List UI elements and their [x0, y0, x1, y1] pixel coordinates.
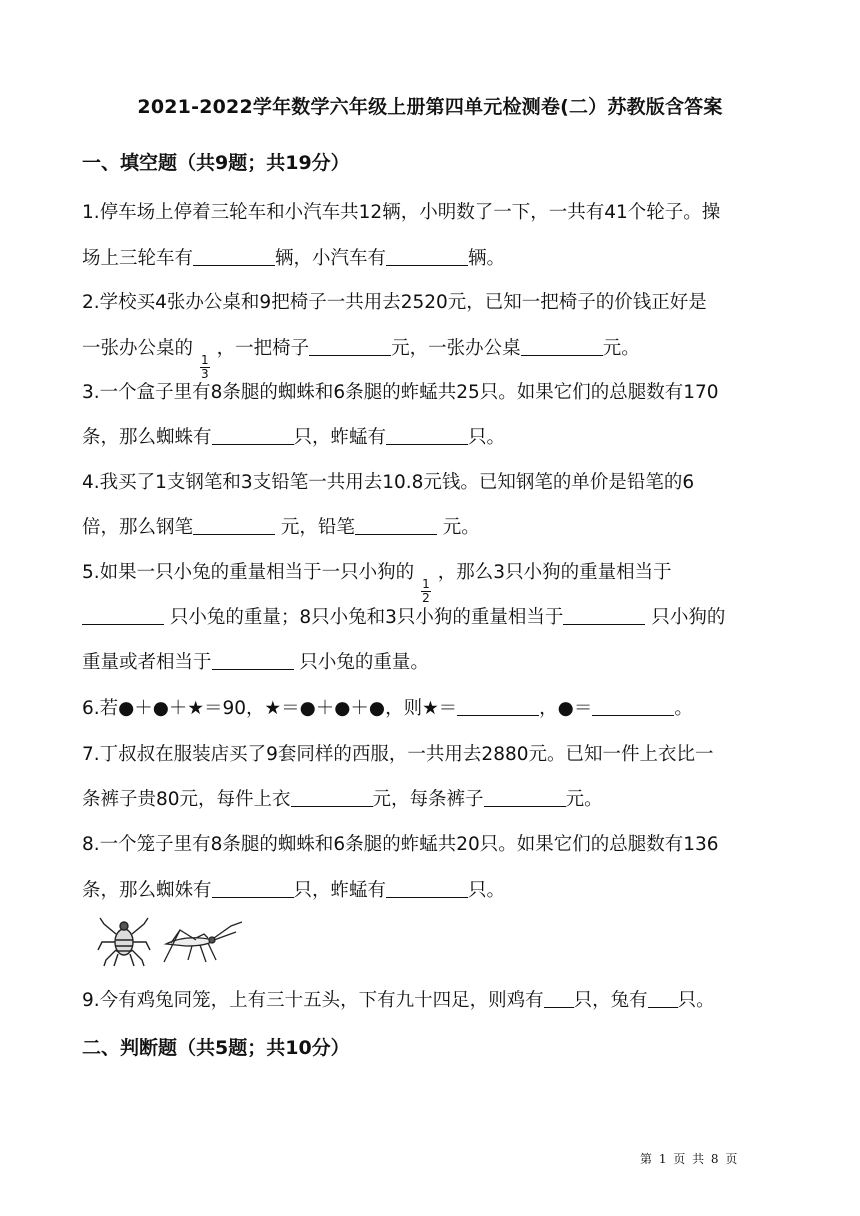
answer-blank[interactable] — [82, 606, 164, 625]
text: 元。 — [565, 789, 603, 810]
text: 只。 — [677, 990, 715, 1011]
spider-grasshopper-illustration — [96, 910, 246, 970]
answer-blank[interactable] — [386, 247, 468, 266]
page-number-footer: 第 1 页 共 8 页 — [640, 1152, 738, 1166]
question-8-line-2 — [82, 878, 782, 904]
fraction — [420, 578, 432, 605]
text: 元。 — [436, 517, 480, 538]
answer-blank[interactable] — [291, 788, 373, 807]
text: 只，蚱蜢有 — [293, 880, 387, 901]
question-8-line-1: 8.一个笼子里有8条腿的蜘蛛和6条腿的蚱蜢共20只。如果它们的总腿数有136 — [82, 834, 719, 855]
fraction-denominator: 3 — [201, 367, 209, 381]
text: 只小兔的重量；8只小兔和3只小狗的重量相当于 — [164, 607, 564, 628]
question-7-line-1: 7.丁叔叔在服装店买了9套同样的西服，一共用去2880元。已知一件上衣比一 — [82, 744, 714, 765]
text: 只。 — [468, 880, 506, 901]
fraction-numerator: 1 — [201, 353, 209, 367]
text: 元，铅笔 — [275, 517, 355, 538]
question-4-line-2 — [82, 515, 782, 541]
fraction-numerator: 1 — [422, 577, 430, 591]
text: 只小兔的重量。 — [293, 652, 429, 673]
question-5-line-2 — [82, 605, 782, 631]
answer-blank[interactable] — [544, 989, 574, 1008]
text: 元，一张办公桌 — [391, 338, 521, 359]
fraction-denominator: 2 — [422, 591, 430, 605]
text: 5.如果一只小兔的重量相当于一只小狗的 — [82, 562, 415, 583]
text: 重量或者相当于 — [82, 652, 212, 673]
answer-blank[interactable] — [484, 788, 566, 807]
text: 一张办公桌的 — [82, 338, 194, 359]
answer-blank[interactable] — [309, 337, 391, 356]
section-heading-true-false: 二、判断题（共5题；共10分） — [82, 1037, 350, 1059]
section-heading-fill-blank: 一、填空题（共9题；共19分） — [82, 152, 350, 174]
answer-blank[interactable] — [193, 516, 275, 535]
text: 条，那么蜘蛛有 — [82, 427, 212, 448]
question-2-line-1: 2.学校买4张办公桌和9把椅子一共用去2520元，已知一把椅子的价钱正好是 — [82, 292, 707, 313]
text: 只，兔有 — [573, 990, 648, 1011]
answer-blank[interactable] — [386, 879, 468, 898]
text: 只小狗的 — [645, 607, 726, 628]
answer-blank[interactable] — [521, 337, 603, 356]
text: 辆。 — [468, 248, 506, 269]
answer-blank[interactable] — [212, 651, 294, 670]
question-4-line-1: 4.我买了1支钢笔和3支铅笔一共用去10.8元钱。已知钢笔的单价是铅笔的6 — [82, 472, 695, 493]
text: 只，蚱蜢有 — [293, 427, 387, 448]
answer-blank[interactable] — [457, 697, 539, 716]
question-5-line-3 — [82, 650, 782, 676]
text: 9.今有鸡兔同笼，上有三十五头，下有九十四足，则鸡有 — [82, 990, 544, 1011]
answer-blank[interactable] — [592, 697, 674, 716]
question-7-line-2 — [82, 787, 782, 813]
text: 倍，那么钢笔 — [82, 517, 194, 538]
answer-blank[interactable] — [212, 879, 294, 898]
question-3-line-1: 3.一个盒子里有8条腿的蜘蛛和6条腿的蚱蜢共25只。如果它们的总腿数有170 — [82, 382, 719, 403]
question-1-line-2 — [82, 246, 782, 272]
answer-blank[interactable] — [648, 989, 678, 1008]
fraction — [199, 354, 211, 381]
question-6-line-1 — [82, 696, 782, 722]
text: 场上三轮车有 — [82, 248, 194, 269]
answer-blank[interactable] — [212, 426, 294, 445]
answer-blank[interactable] — [355, 516, 437, 535]
text: 元，每条裤子 — [372, 789, 484, 810]
text: 只。 — [468, 427, 506, 448]
text: 条裤子贵80元，每件上衣 — [82, 789, 291, 810]
text: ，●＝ — [539, 698, 593, 719]
answer-blank[interactable] — [193, 247, 275, 266]
answer-blank[interactable] — [386, 426, 468, 445]
question-9-line-1 — [82, 988, 782, 1014]
question-3-line-2 — [82, 425, 782, 451]
question-2-line-2 — [82, 336, 782, 381]
spider-icon — [98, 918, 150, 966]
text: 元。 — [602, 338, 640, 359]
text: 。 — [674, 698, 693, 719]
question-5-line-1 — [82, 560, 782, 605]
question-1-line-1: 1.停车场上停着三轮车和小汽车共12辆，小明数了一下，一共有41个轮子。操 — [82, 202, 721, 223]
text: ，一把椅子 — [216, 338, 310, 359]
grasshopper-icon — [164, 922, 242, 962]
answer-blank[interactable] — [563, 606, 645, 625]
text: 条，那么蜘姝有 — [82, 880, 212, 901]
text: ，那么3只小狗的重量相当于 — [437, 562, 672, 583]
text: 6.若●＋●＋★＝90，★＝●＋●＋●，则★＝ — [82, 698, 458, 719]
text: 辆，小汽车有 — [275, 248, 387, 269]
document-title: 2021-2022学年数学六年级上册第四单元检测卷(二）苏教版含答案 — [137, 96, 723, 118]
